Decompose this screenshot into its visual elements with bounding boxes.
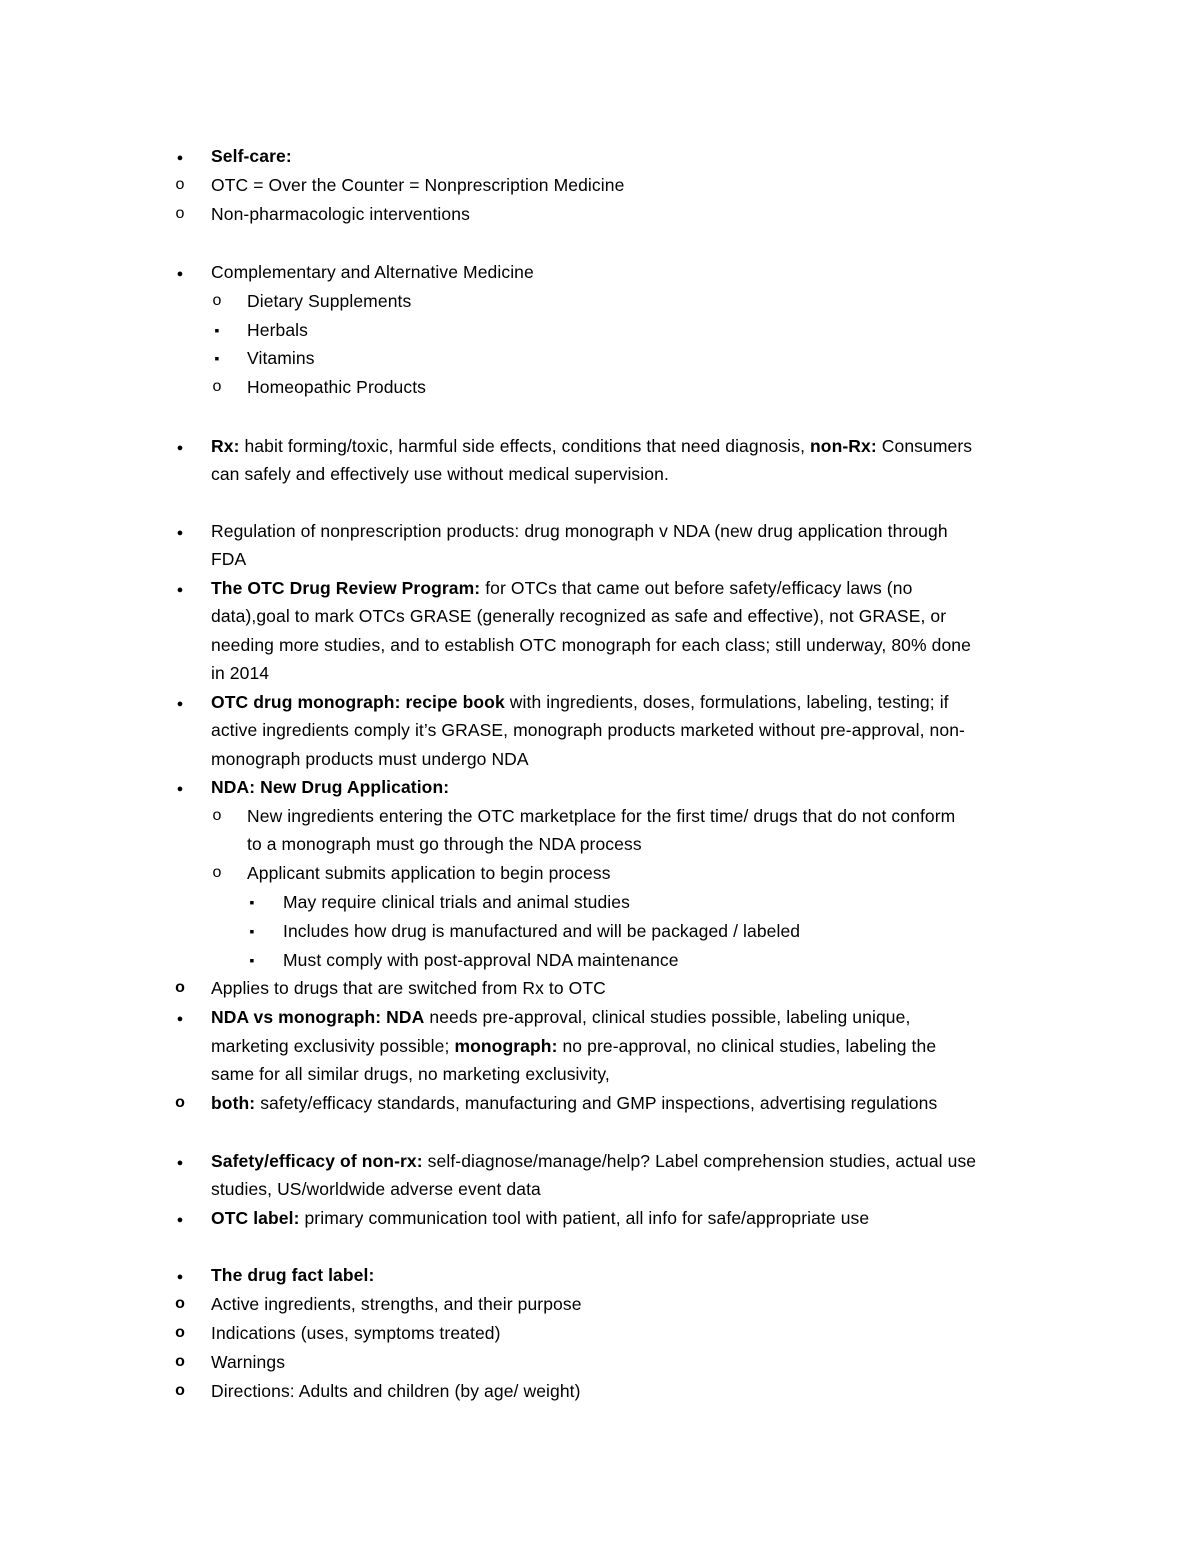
bullet-o-icon: o bbox=[175, 176, 185, 193]
bullet-square-icon bbox=[210, 344, 224, 372]
text-line: Directions: Adults and children (by age/ weight) bbox=[211, 1381, 581, 1401]
text-line: can safely and effectively use without medical supervision. bbox=[211, 464, 669, 484]
text-line: NDA vs monograph: NDA needs pre-approval, clinical studies possible, labeling unique, bbox=[211, 1007, 911, 1027]
bullet-disc-icon bbox=[173, 773, 187, 803]
bullet-o-icon: o bbox=[175, 205, 185, 222]
text-line: May require clinical trials and animal studies bbox=[283, 892, 630, 912]
text-line: FDA bbox=[211, 549, 247, 569]
text-line: same for all similar drugs, no marketing exclusivity, bbox=[211, 1064, 610, 1084]
bullet-o-icon: o bbox=[175, 1324, 185, 1341]
bullet-square-icon bbox=[245, 946, 259, 974]
bullet-disc-icon bbox=[173, 258, 187, 288]
text-line: Includes how drug is manufactured and will be packaged / labeled bbox=[283, 921, 801, 941]
bullet-o-icon: o bbox=[175, 1353, 185, 1370]
bullet-disc-icon bbox=[173, 517, 187, 547]
bullet-disc-icon bbox=[173, 432, 187, 462]
text-line: Indications (uses, symptoms treated) bbox=[211, 1323, 501, 1343]
text-line: OTC drug monograph: recipe book with ingredients, doses, formulations, labeling, testing; if bbox=[211, 692, 949, 712]
heading-drug-fact-label: The drug fact label: bbox=[211, 1265, 375, 1285]
bullet-o-icon: o bbox=[212, 292, 222, 309]
text-line: Warnings bbox=[211, 1352, 286, 1372]
text-line: Applies to drugs that are switched from Rx to OTC bbox=[211, 978, 606, 998]
text-line: Must comply with post-approval NDA maintenance bbox=[283, 950, 679, 970]
bullet-o-icon: o bbox=[175, 1094, 185, 1111]
text-line: Vitamins bbox=[247, 348, 315, 368]
text-line: Non-pharmacologic interventions bbox=[211, 204, 470, 224]
bullet-disc-icon bbox=[173, 688, 187, 718]
bullet-o-icon: o bbox=[212, 807, 222, 824]
text-line: OTC = Over the Counter = Nonprescription Medicine bbox=[211, 175, 625, 195]
bullet-o-icon: o bbox=[175, 1295, 185, 1312]
bullet-o-icon: o bbox=[175, 1382, 185, 1399]
text-line: Regulation of nonprescription products: drug monograph v NDA (new drug application through bbox=[211, 521, 948, 541]
bullet-disc-icon bbox=[173, 574, 187, 604]
text-line: Herbals bbox=[247, 320, 309, 340]
text-line: NDA: New Drug Application: bbox=[211, 777, 450, 797]
text-line: Dietary Supplements bbox=[247, 291, 412, 311]
text-line: Safety/efficacy of non-rx: self-diagnose/manage/help? Label comprehension studies, actual use bbox=[211, 1151, 977, 1171]
text-line: The OTC Drug Review Program: for OTCs that came out before safety/efficacy laws (no bbox=[211, 578, 913, 598]
heading-self-care: Self-care: bbox=[211, 146, 292, 166]
bullet-disc-icon bbox=[173, 1147, 187, 1177]
text-line: in 2014 bbox=[211, 663, 270, 683]
text-line: active ingredients comply it’s GRASE, monograph products marketed without pre-approval, non- bbox=[211, 720, 965, 740]
text-line: Applicant submits application to begin process bbox=[247, 863, 611, 883]
bullet-o-icon: o bbox=[212, 378, 222, 395]
bullet-disc-icon bbox=[173, 142, 187, 172]
text-line: studies, US/worldwide adverse event data bbox=[211, 1179, 541, 1199]
bullet-square-icon bbox=[210, 316, 224, 344]
text-line: New ingredients entering the OTC marketplace for the first time/ drugs that do not conform bbox=[247, 806, 956, 826]
text-line: Rx: habit forming/toxic, harmful side effects, conditions that need diagnosis, non-Rx: Consumers bbox=[211, 436, 973, 456]
bullet-disc-icon bbox=[173, 1204, 187, 1234]
text-line: data),goal to mark OTCs GRASE (generally recognized as safe and effective), not GRASE, or bbox=[211, 606, 947, 626]
text-line: to a monograph must go through the NDA process bbox=[247, 834, 642, 854]
text-line: both: safety/efficacy standards, manufacturing and GMP inspections, advertising regulations bbox=[211, 1093, 938, 1113]
text-line: marketing exclusivity possible; monograph: no pre-approval, no clinical studies, labeling the bbox=[211, 1036, 937, 1056]
text-line: monograph products must undergo NDA bbox=[211, 749, 529, 769]
text-line: needing more studies, and to establish OTC monograph for each class; still underway, 80% done bbox=[211, 635, 971, 655]
bullet-disc-icon bbox=[173, 1003, 187, 1033]
bullet-disc-icon bbox=[173, 1261, 187, 1291]
text-line: OTC label: primary communication tool with patient, all info for safe/appropriate use bbox=[211, 1208, 870, 1228]
bullet-o-icon: o bbox=[212, 864, 222, 881]
bullet-square-icon bbox=[245, 888, 259, 916]
bullet-square-icon bbox=[245, 917, 259, 945]
text-line: Complementary and Alternative Medicine bbox=[211, 262, 534, 282]
bullet-o-icon: o bbox=[175, 979, 185, 996]
text-line: Homeopathic Products bbox=[247, 377, 427, 397]
text-line: Active ingredients, strengths, and their purpose bbox=[211, 1294, 582, 1314]
